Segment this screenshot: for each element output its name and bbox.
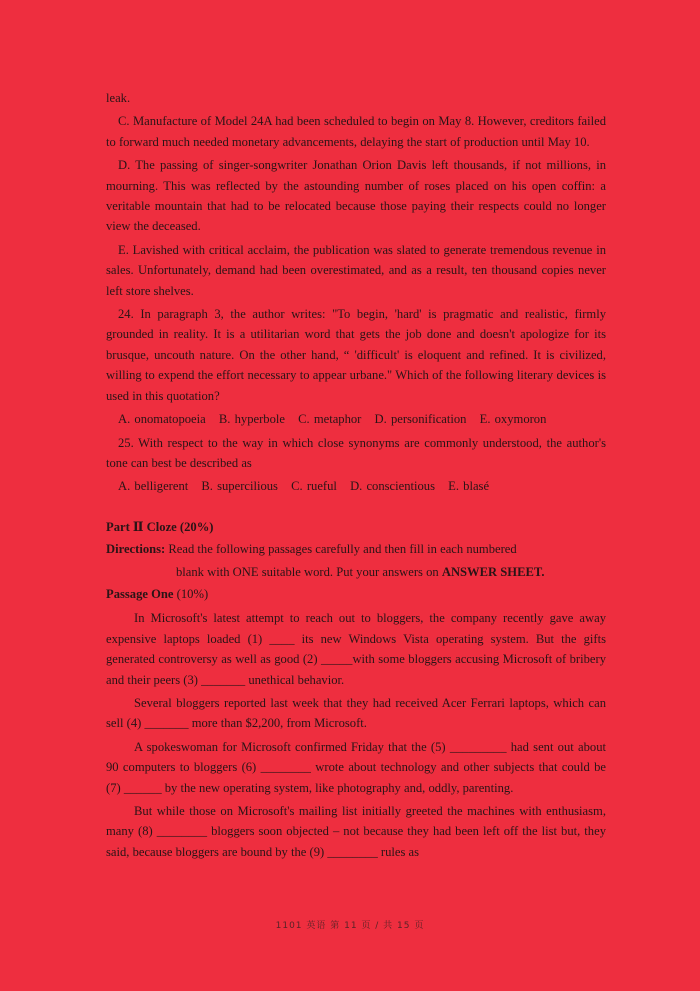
q25-option-c: C. rueful <box>291 479 337 494</box>
question-24-stem: 24. In paragraph 3, the author writes: "To begin, 'hard' is pragmatic and realistic, firmly grounded in reality. It is a utilitarian word that gets the job done and doesn't apologize for its brusque, uncouth nature. On the other hand, “ 'difficult' is eloquent and refined. It is civilized, willing to expend the effort necessary to appear urbane." Which of the following literary devices is used in this quotation? <box>106 307 606 403</box>
passage-paragraph-3: A spokeswoman for Microsoft confirmed Friday that the (5) _________ had sent out about 90 computers to bloggers (6) ________ wrote about technology and other subjects that could be (7) ______ by the new operating system, like photography and, oddly, parenting. <box>106 739 606 795</box>
q24-option-a: A. onomatopoeia <box>118 412 206 427</box>
directions <box>106 539 606 559</box>
page-content <box>106 88 606 865</box>
q25-option-b: B. supercilious <box>201 479 278 494</box>
directions-line-2 <box>106 562 606 582</box>
q25-option-e: E. blasé <box>448 479 490 494</box>
page-footer: 1101 英语 第 11 页 / 共 15 页 <box>275 921 425 931</box>
option-d: D. The passing of singer-songwriter Jonathan Orion Davis left thousands, if not millions, in mourning. This was reflected by the astounding number of roses placed on his open coffin: a veritable mountain that had to be relocated because those paying their respects could no longer view the deceased. <box>106 158 606 234</box>
passage-paragraph-4: But while those on Microsoft's mailing list initially greeted the machines with enthusiasm, many (8) ________ bloggers soon objected – not because they had been left off the list but, they said, because bloggers are bound by the (9) ________ rules as <box>106 804 606 859</box>
q24-option-e: E. oxymoron <box>479 412 547 427</box>
passage-paragraph-1: In Microsoft's latest attempt to reach out to bloggers, the company recently gave away expensive laptops loaded (1) ____ its new Windows Vista operating system. But the gifts generated controversy as well as good (2) _____with some bloggers accusing Microsoft of bribery and their peers (3) _______ unethical behavior. <box>106 611 606 687</box>
passage-percent: (10%) <box>176 586 209 601</box>
answer-sheet-label: ANSWER SHEET. <box>441 564 545 579</box>
directions-text-2: blank with ONE suitable word. Put your answers on <box>176 564 439 579</box>
part-title: Part Ⅱ Cloze (20%) <box>106 519 214 534</box>
question-25-stem: 25. With respect to the way in which close synonyms are commonly understood, the author's tone can best be described as <box>106 435 606 470</box>
question-24-options <box>118 409 606 429</box>
continued-text: leak. <box>106 91 131 105</box>
question-25-options <box>118 476 606 496</box>
directions-text-1: Read the following passages carefully and then fill in each numbered <box>168 542 517 557</box>
option-e: E. Lavished with critical acclaim, the publication was slated to generate tremendous revenue in sales. Unfortunately, demand had been overestimated, and as a result, ten thousand copies never left store shelves. <box>106 242 606 298</box>
q24-option-d: D. personification <box>374 412 467 427</box>
passage-paragraph-2: Several bloggers reported last week that they had received Acer Ferrari laptops, which can sell (4) _______ more than $2,200, from Microsoft. <box>106 695 606 731</box>
passage-title <box>106 584 606 604</box>
passage-title-text: Passage One <box>106 586 174 601</box>
q25-option-d: D. conscientious <box>350 479 436 494</box>
option-c: C. Manufacture of Model 24A had been scheduled to begin on May 8. However, creditors failed to forward much needed monetary advancements, delaying the start of production until May 10. <box>106 114 606 149</box>
directions-label: Directions: <box>106 542 166 557</box>
q24-option-b: B. hyperbole <box>218 412 285 427</box>
q24-option-c: C. metaphor <box>298 412 362 427</box>
q25-option-a: A. belligerent <box>118 479 189 494</box>
